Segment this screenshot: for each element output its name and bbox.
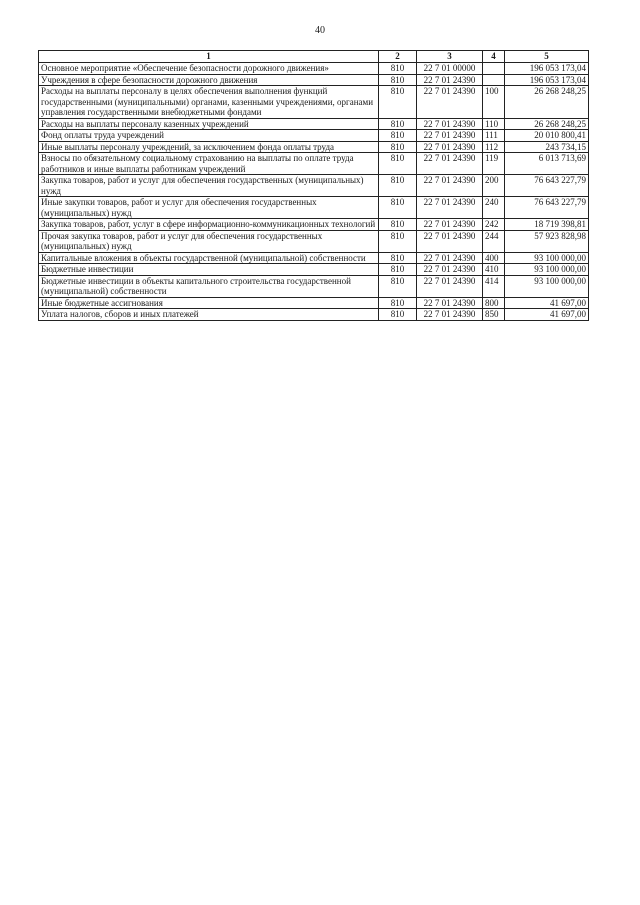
row-ministry-code-cell: 810 — [379, 264, 417, 276]
row-ministry-code-cell: 810 — [379, 130, 417, 142]
table-row — [39, 63, 589, 75]
row-target-article-cell: 22 7 01 24390 — [417, 264, 483, 276]
row-target-article-cell: 22 7 01 24390 — [417, 153, 483, 175]
table-row — [39, 86, 589, 119]
row-target-article-cell: 22 7 01 24390 — [417, 130, 483, 142]
column-header-1: 1 — [39, 51, 379, 63]
column-header-3: 3 — [417, 51, 483, 63]
row-amount-cell: 26 268 248,25 — [505, 86, 589, 119]
table-row — [39, 197, 589, 219]
table-body — [39, 63, 589, 321]
row-amount-cell: 6 013 713,69 — [505, 153, 589, 175]
row-expense-type-cell: 242 — [483, 219, 505, 231]
row-expense-type-cell: 850 — [483, 309, 505, 321]
row-ministry-code-cell: 810 — [379, 63, 417, 75]
row-expense-type-cell: 244 — [483, 230, 505, 252]
row-expense-type-cell: 200 — [483, 175, 505, 197]
row-name-cell: Бюджетные инвестиции — [39, 264, 379, 276]
row-ministry-code-cell: 810 — [379, 309, 417, 321]
row-ministry-code-cell: 810 — [379, 275, 417, 297]
table-row — [39, 275, 589, 297]
table-row — [39, 309, 589, 321]
table-row — [39, 118, 589, 130]
table-header-row — [39, 51, 589, 63]
row-target-article-cell: 22 7 01 00000 — [417, 63, 483, 75]
table-row — [39, 297, 589, 309]
row-amount-cell: 93 100 000,00 — [505, 252, 589, 264]
row-target-article-cell: 22 7 01 24390 — [417, 74, 483, 86]
row-target-article-cell: 22 7 01 24390 — [417, 175, 483, 197]
row-name-cell: Фонд оплаты труда учреждений — [39, 130, 379, 142]
row-target-article-cell: 22 7 01 24390 — [417, 219, 483, 231]
table-row — [39, 252, 589, 264]
row-target-article-cell: 22 7 01 24390 — [417, 275, 483, 297]
table-row — [39, 74, 589, 86]
row-name-cell: Расходы на выплаты персоналу в целях обеспечения выполнения функций государственными (муниципальными) органами, казенными учреждениями, органами управления государственными внебюджетными фондами — [39, 86, 379, 119]
row-expense-type-cell: 100 — [483, 86, 505, 119]
table-row — [39, 175, 589, 197]
row-name-cell: Расходы на выплаты персоналу казенных учреждений — [39, 118, 379, 130]
row-ministry-code-cell: 810 — [379, 297, 417, 309]
table-row — [39, 230, 589, 252]
row-amount-cell: 93 100 000,00 — [505, 264, 589, 276]
row-target-article-cell: 22 7 01 24390 — [417, 230, 483, 252]
row-amount-cell: 26 268 248,25 — [505, 118, 589, 130]
row-expense-type-cell: 112 — [483, 141, 505, 153]
row-amount-cell: 18 719 398,81 — [505, 219, 589, 231]
row-expense-type-cell: 111 — [483, 130, 505, 142]
table-row — [39, 153, 589, 175]
row-ministry-code-cell: 810 — [379, 230, 417, 252]
page-number: 40 — [315, 25, 325, 36]
row-target-article-cell: 22 7 01 24390 — [417, 297, 483, 309]
row-name-cell: Иные выплаты персоналу учреждений, за исключением фонда оплаты труда — [39, 141, 379, 153]
row-name-cell: Иные бюджетные ассигнования — [39, 297, 379, 309]
row-amount-cell: 41 697,00 — [505, 309, 589, 321]
column-header-4: 4 — [483, 51, 505, 63]
row-ministry-code-cell: 810 — [379, 252, 417, 264]
row-expense-type-cell: 800 — [483, 297, 505, 309]
row-expense-type-cell: 414 — [483, 275, 505, 297]
row-expense-type-cell: 119 — [483, 153, 505, 175]
row-amount-cell: 76 643 227,79 — [505, 197, 589, 219]
row-target-article-cell: 22 7 01 24390 — [417, 118, 483, 130]
row-name-cell: Уплата налогов, сборов и иных платежей — [39, 309, 379, 321]
row-ministry-code-cell: 810 — [379, 197, 417, 219]
row-name-cell: Капитальные вложения в объекты государственной (муниципальной) собственности — [39, 252, 379, 264]
row-amount-cell: 243 734,15 — [505, 141, 589, 153]
row-name-cell: Прочая закупка товаров, работ и услуг для обеспечения государственных (муниципальных) нужд — [39, 230, 379, 252]
column-header-2: 2 — [379, 51, 417, 63]
table-row — [39, 264, 589, 276]
row-ministry-code-cell: 810 — [379, 219, 417, 231]
table-row — [39, 141, 589, 153]
row-expense-type-cell: 240 — [483, 197, 505, 219]
row-name-cell: Бюджетные инвестиции в объекты капитального строительства государственной (муниципальной) собственности — [39, 275, 379, 297]
table-row — [39, 130, 589, 142]
row-ministry-code-cell: 810 — [379, 141, 417, 153]
budget-table — [38, 50, 589, 321]
row-amount-cell: 93 100 000,00 — [505, 275, 589, 297]
row-amount-cell: 20 010 800,41 — [505, 130, 589, 142]
row-amount-cell: 76 643 227,79 — [505, 175, 589, 197]
row-ministry-code-cell: 810 — [379, 118, 417, 130]
row-ministry-code-cell: 810 — [379, 74, 417, 86]
row-expense-type-cell — [483, 74, 505, 86]
row-ministry-code-cell: 810 — [379, 86, 417, 119]
row-name-cell: Закупка товаров, работ, услуг в сфере информационно-коммуникационных технологий — [39, 219, 379, 231]
row-ministry-code-cell: 810 — [379, 175, 417, 197]
row-name-cell: Учреждения в сфере безопасности дорожного движения — [39, 74, 379, 86]
row-name-cell: Взносы по обязательному социальному страхованию на выплаты по оплате труда работников и иные выплаты работникам учреждений — [39, 153, 379, 175]
row-name-cell: Основное мероприятие «Обеспечение безопасности дорожного движения» — [39, 63, 379, 75]
table-row — [39, 219, 589, 231]
row-expense-type-cell: 410 — [483, 264, 505, 276]
row-target-article-cell: 22 7 01 24390 — [417, 197, 483, 219]
row-target-article-cell: 22 7 01 24390 — [417, 86, 483, 119]
row-amount-cell: 41 697,00 — [505, 297, 589, 309]
row-amount-cell: 196 053 173,04 — [505, 74, 589, 86]
row-expense-type-cell: 400 — [483, 252, 505, 264]
row-amount-cell: 196 053 173,04 — [505, 63, 589, 75]
row-target-article-cell: 22 7 01 24390 — [417, 309, 483, 321]
row-target-article-cell: 22 7 01 24390 — [417, 141, 483, 153]
row-name-cell: Закупка товаров, работ и услуг для обеспечения государственных (муниципальных) нужд — [39, 175, 379, 197]
row-amount-cell: 57 923 828,98 — [505, 230, 589, 252]
column-header-5: 5 — [505, 51, 589, 63]
row-name-cell: Иные закупки товаров, работ и услуг для обеспечения государственных (муниципальных) нужд — [39, 197, 379, 219]
row-target-article-cell: 22 7 01 24390 — [417, 252, 483, 264]
row-ministry-code-cell: 810 — [379, 153, 417, 175]
row-expense-type-cell: 110 — [483, 118, 505, 130]
row-expense-type-cell — [483, 63, 505, 75]
